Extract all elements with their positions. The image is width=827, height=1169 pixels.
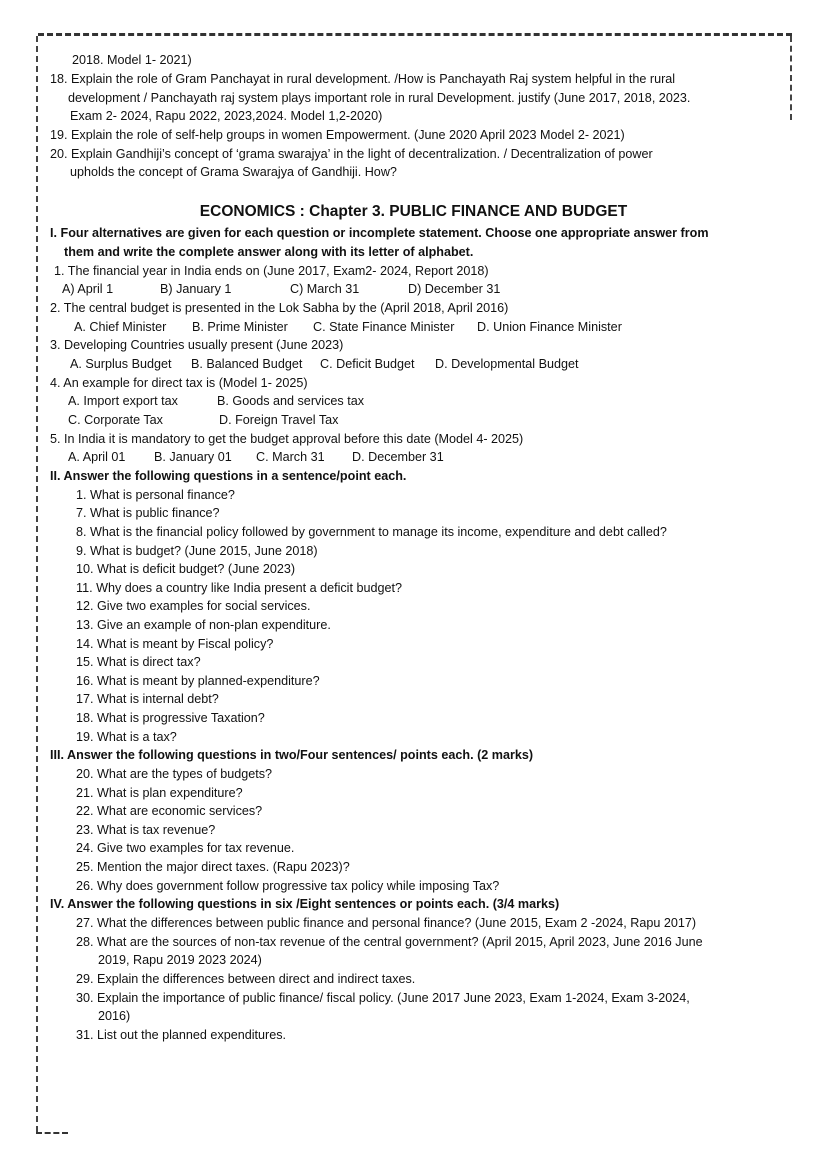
mcq-5-option-c: C. March 31 xyxy=(256,450,325,464)
question-18: 18. Explain the role of Gram Panchayat in rural development. /How is Panchayath Raj system helpful in the rural xyxy=(50,72,676,86)
short-question: 15. What is direct tax? xyxy=(76,655,201,669)
two-mark-question: 20. What are the types of budgets? xyxy=(76,767,273,781)
two-mark-question: 24. Give two examples for tax revenue. xyxy=(76,841,295,855)
long-question-28-cont: 2019, Rapu 2019 2023 2024) xyxy=(98,953,262,967)
mcq-1-option-a: A) April 1 xyxy=(62,282,114,296)
two-mark-question: 23. What is tax revenue? xyxy=(76,823,216,837)
long-question-30-cont: 2016) xyxy=(98,1009,131,1023)
short-question: 1. What is personal finance? xyxy=(76,488,235,502)
mcq-2-option-a: A. Chief Minister xyxy=(74,320,167,334)
short-question: 9. What is budget? (June 2015, June 2018) xyxy=(76,544,318,558)
mcq-4-option-d: D. Foreign Travel Tax xyxy=(219,413,339,427)
mcq-3-option-d: D. Developmental Budget xyxy=(435,357,579,371)
mcq-5-option-b: B. January 01 xyxy=(154,450,232,464)
mcq-5: 5. In India it is mandatory to get the budget approval before this date (Model 4- 2025) xyxy=(50,432,524,446)
mcq-3-option-b: B. Balanced Budget xyxy=(191,357,303,371)
short-question: 8. What is the financial policy followed by government to manage its income, expenditure and debt called? xyxy=(76,525,667,539)
long-question-29: 29. Explain the differences between direct and indirect taxes. xyxy=(76,972,416,986)
mcq-5-option-a: A. April 01 xyxy=(68,450,126,464)
short-question: 7. What is public finance? xyxy=(76,506,220,520)
page-border-top xyxy=(38,33,792,36)
short-question: 11. Why does a country like India present a deficit budget? xyxy=(76,581,402,595)
mcq-3-option-a: A. Surplus Budget xyxy=(70,357,172,371)
two-mark-question: 25. Mention the major direct taxes. (Rapu 2023)? xyxy=(76,860,350,874)
section-1-heading-cont: them and write the complete answer along with its letter of alphabet. xyxy=(64,245,474,259)
question-20-cont: upholds the concept of Grama Swarajya of Gandhiji. How? xyxy=(70,165,397,179)
mcq-2: 2. The central budget is presented in the Lok Sabha by the (April 2018, April 2016) xyxy=(50,301,509,315)
long-question-30: 30. Explain the importance of public finance/ fiscal policy. (June 2017 June 2023, Exam 1-2024, Exam 3-2024, xyxy=(76,991,690,1005)
section-4-heading: IV. Answer the following questions in six /Eight sentences or points each. (3/4 marks) xyxy=(50,897,560,911)
page-border-right xyxy=(790,36,792,120)
page-border-left xyxy=(36,36,38,1132)
chapter-title: ECONOMICS : Chapter 3. PUBLIC FINANCE AND BUDGET xyxy=(199,203,628,220)
mcq-2-option-b: B. Prime Minister xyxy=(192,320,288,334)
section-2-heading: II. Answer the following questions in a sentence/point each. xyxy=(50,469,407,483)
mcq-2-option-c: C. State Finance Minister xyxy=(313,320,455,334)
section-3-heading: III. Answer the following questions in two/Four sentences/ points each. (2 marks) xyxy=(50,748,534,762)
long-question-31: 31. List out the planned expenditures. xyxy=(76,1028,287,1042)
mcq-1-option-d: D) December 31 xyxy=(408,282,501,296)
short-question: 14. What is meant by Fiscal policy? xyxy=(76,637,274,651)
question-19: 19. Explain the role of self-help groups in women Empowerment. (June 2020 April 2023 Model 2- 2021) xyxy=(50,128,625,142)
question-20: 20. Explain Gandhiji’s concept of ‘grama swarajya’ in the light of decentralization. / Decentralization of power xyxy=(50,147,653,161)
mcq-1-option-c: C) March 31 xyxy=(290,282,360,296)
section-1-heading: I. Four alternatives are given for each question or incomplete statement. Choose one appropriate answer from xyxy=(50,226,709,240)
short-question: 16. What is meant by planned-expenditure? xyxy=(76,674,320,688)
mcq-3-option-c: C. Deficit Budget xyxy=(320,357,415,371)
short-question: 13. Give an example of non-plan expenditure. xyxy=(76,618,331,632)
mcq-2-option-d: D. Union Finance Minister xyxy=(477,320,622,334)
mcq-5-option-d: D. December 31 xyxy=(352,450,444,464)
short-question: 12. Give two examples for social services. xyxy=(76,599,311,613)
long-question-27: 27. What the differences between public finance and personal finance? (June 2015, Exam 2 -2024, Rapu 2017) xyxy=(76,916,697,930)
mcq-4-option-a: A. Import export tax xyxy=(68,394,178,408)
mcq-4: 4. An example for direct tax is (Model 1- 2025) xyxy=(50,376,308,390)
long-question-28: 28. What are the sources of non-tax revenue of the central government? (April 2015, April 2023, June 2016 June xyxy=(76,935,703,949)
mcq-1: 1. The financial year in India ends on (June 2017, Exam2- 2024, Report 2018) xyxy=(54,264,489,278)
mcq-1-option-b: B) January 1 xyxy=(160,282,232,296)
two-mark-question: 21. What is plan expenditure? xyxy=(76,786,243,800)
two-mark-question: 22. What are economic services? xyxy=(76,804,263,818)
mcq-3: 3. Developing Countries usually present (June 2023) xyxy=(50,338,344,352)
question-18-cont2: Exam 2- 2024, Rapu 2022, 2023,2024. Model 1,2-2020) xyxy=(70,109,383,123)
prev-question-tail: 2018. Model 1- 2021) xyxy=(72,53,192,67)
mcq-4-option-b: B. Goods and services tax xyxy=(217,394,364,408)
short-question: 18. What is progressive Taxation? xyxy=(76,711,265,725)
short-question: 10. What is deficit budget? (June 2023) xyxy=(76,562,296,576)
two-mark-question: 26. Why does government follow progressive tax policy while imposing Tax? xyxy=(76,879,500,893)
page-border-bottom xyxy=(36,1132,68,1134)
short-question: 17. What is internal debt? xyxy=(76,692,219,706)
mcq-4-option-c: C. Corporate Tax xyxy=(68,413,163,427)
question-18-cont: development / Panchayath raj system plays important role in rural Development. justify (June 2017, 2018, 2023. xyxy=(68,91,691,105)
short-question: 19. What is a tax? xyxy=(76,730,177,744)
